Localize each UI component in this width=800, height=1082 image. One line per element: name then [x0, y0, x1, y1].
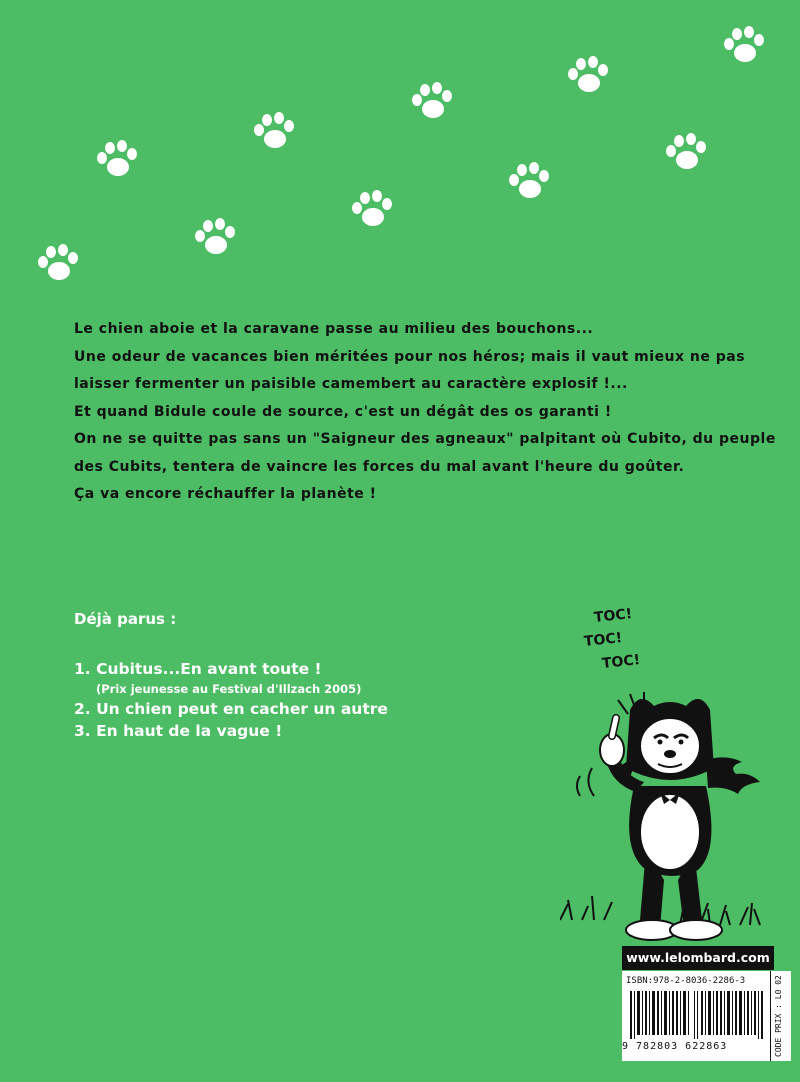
price-code: CODE PRIX : L0 02	[774, 975, 783, 1057]
title-list	[74, 658, 388, 742]
paw-print-icon	[34, 244, 80, 284]
publisher-website: www.lelombard.com	[622, 946, 774, 970]
synopsis-line: Ça va encore réchauffer la planète !	[74, 486, 377, 502]
sound-effect: TOC!	[593, 606, 633, 626]
paw-print-icon	[348, 190, 394, 230]
price-code-panel	[770, 971, 791, 1061]
paw-print-icon	[720, 26, 766, 66]
paw-print-icon	[191, 218, 237, 258]
paw-print-icon	[408, 82, 454, 122]
synopsis-line: des Cubits, tentera de vaincre les forces du mal avant l'heure du goûter.	[74, 458, 685, 475]
synopsis-line: On ne se quitte pas sans un "Saigneur des agneaux" palpitant où Cubito, du peuple	[74, 431, 776, 447]
paw-print-icon	[662, 133, 708, 173]
synopsis-line: Une odeur de vacances bien méritées pour nos héros; mais il vaut mieux ne pas	[74, 348, 746, 365]
barcode-icon	[630, 991, 764, 1039]
sound-effect: TOC!	[601, 652, 641, 672]
title-item: 2. Un chien peut en cacher un autre	[74, 700, 388, 718]
barcode-digits: 9 782803 622863	[622, 1041, 728, 1052]
already-published-heading: Déjà parus :	[74, 610, 177, 628]
title-item: 1. Cubitus...En avant toute !	[74, 660, 322, 678]
synopsis-line: laisser fermenter un paisible camembert au caractère explosif !...	[74, 376, 628, 392]
synopsis-line: Le chien aboie et la caravane passe au milieu des bouchons...	[74, 321, 594, 337]
paw-print-icon	[93, 140, 139, 180]
sound-effect: TOC!	[583, 630, 623, 650]
synopsis-text	[74, 316, 774, 509]
synopsis-line: Et quand Bidule coule de source, c'est un dégât des os garanti !	[74, 403, 612, 420]
paw-print-icon	[564, 56, 610, 96]
barcode-panel	[622, 971, 770, 1061]
cubitus-dog-illustration	[560, 680, 790, 950]
title-item: 3. En haut de la vague !	[74, 722, 283, 740]
paw-print-icon	[250, 112, 296, 152]
isbn-number: ISBN:978-2-8036-2286-3	[626, 976, 746, 986]
award-note: (Prix jeunesse au Festival d'Illzach 2005)	[96, 682, 362, 696]
paw-print-icon	[505, 162, 551, 202]
